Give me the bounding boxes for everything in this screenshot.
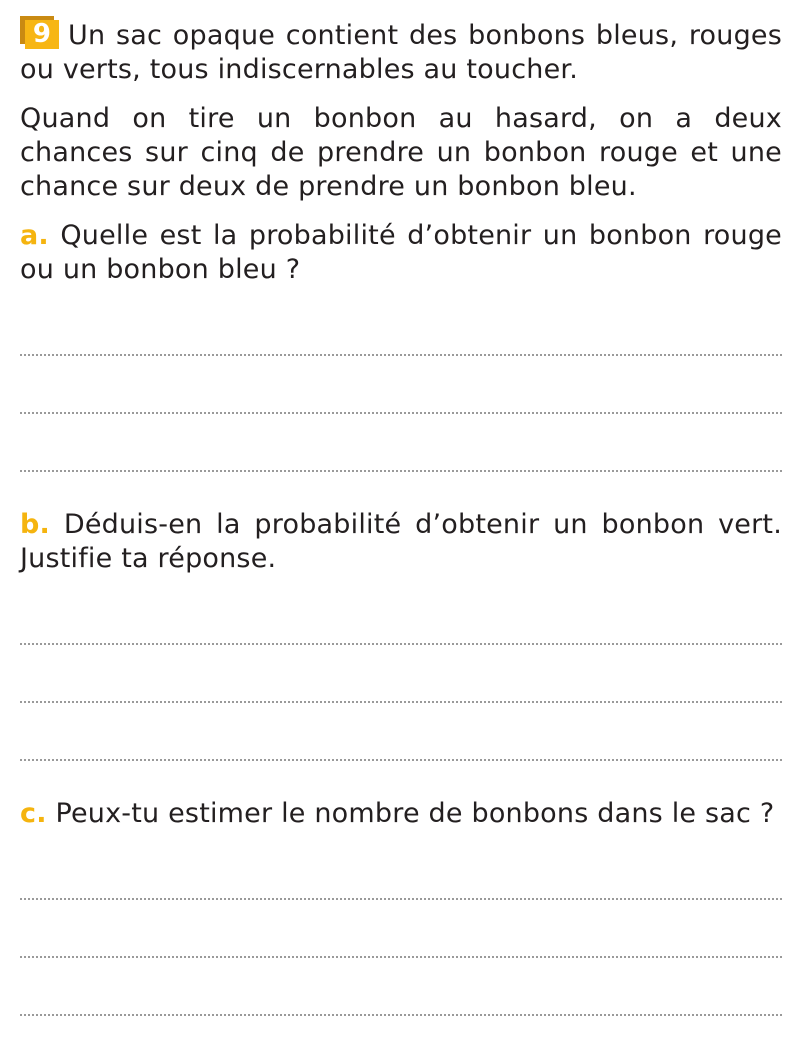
question-a-prompt (20, 219, 782, 287)
question-c-prompt (20, 797, 782, 831)
question-c (20, 797, 782, 1030)
exercise-intro (20, 16, 782, 87)
question-text: Peux-tu estimer le nombre de bonbons dans le sac ? (55, 798, 775, 829)
answer-line[interactable] (20, 856, 782, 914)
exercise-page (20, 16, 782, 1030)
exercise-number: 9 (25, 20, 59, 49)
question-text: Quelle est la probabilité d’obtenir un bonbon rouge ou un bonbon bleu ? (20, 220, 782, 285)
answer-line[interactable] (20, 914, 782, 972)
question-a (20, 219, 782, 486)
exercise-number-badge (20, 16, 60, 49)
answer-line[interactable] (20, 659, 782, 717)
answer-area-b (20, 601, 782, 775)
answer-area-c (20, 856, 782, 1030)
question-letter: c. (20, 798, 47, 829)
answer-line[interactable] (20, 717, 782, 775)
answer-area-a (20, 312, 782, 486)
question-text: Déduis-en la probabilité d’obtenir un bonbon vert. Justifie ta réponse. (20, 509, 782, 574)
intro-text: Un sac opaque contient des bonbons bleus, rouges ou verts, tous indiscernables au toucher. (20, 20, 782, 85)
question-letter: a. (20, 220, 49, 251)
answer-line[interactable] (20, 428, 782, 486)
question-b (20, 508, 782, 775)
exercise-context: Quand on tire un bonbon au hasard, on a deux chances sur cinq de prendre un bonbon rouge et une chance sur deux de prendre un bonbon bleu. (20, 103, 782, 202)
answer-line[interactable] (20, 972, 782, 1030)
answer-line[interactable] (20, 601, 782, 659)
question-letter: b. (20, 509, 50, 540)
question-b-prompt (20, 508, 782, 576)
answer-line[interactable] (20, 312, 782, 370)
answer-line[interactable] (20, 370, 782, 428)
